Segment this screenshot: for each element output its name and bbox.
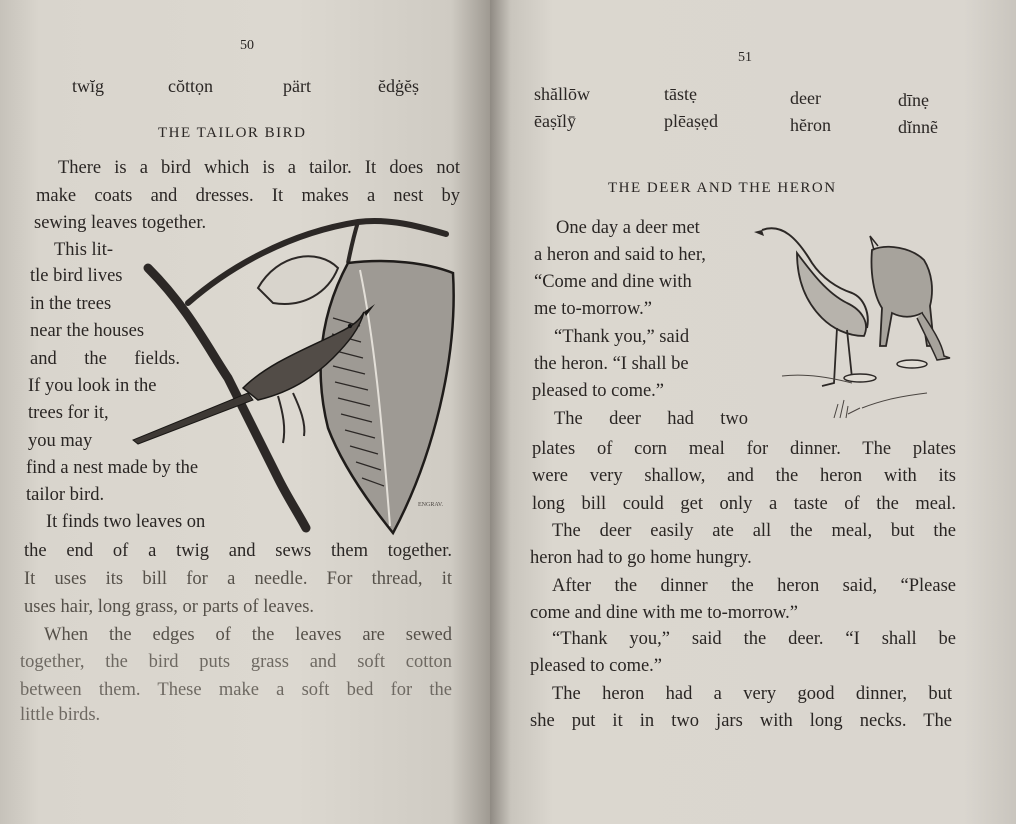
vocab-word: dīnẹ (898, 90, 929, 110)
page-number: 51 (738, 50, 752, 65)
text-line: little birds. (20, 705, 101, 725)
text-line: me to-morrow.” (534, 299, 652, 319)
text-line: and the fields. (30, 349, 180, 369)
text-line: were very shallow, and the heron with its (532, 466, 956, 486)
text-line: The heron had a very good dinner, but (552, 684, 952, 704)
text-line: After the dinner the heron said, “Please (552, 576, 956, 596)
text-line: pleased to come.” (530, 656, 663, 676)
page-number: 50 (240, 38, 254, 53)
svg-text:ENGRAV.: ENGRAV. (418, 502, 443, 508)
text-line: come and dine with me to-morrow.” (530, 603, 798, 623)
text-line: the heron. “I shall be (534, 354, 689, 374)
vocab-word: shăllōw (534, 84, 590, 104)
text-line: near the houses (30, 321, 145, 341)
text-line: a heron and said to her, (534, 245, 706, 265)
text-line: pleased to come.” (532, 381, 665, 401)
text-line: trees for it, (28, 403, 109, 423)
vocab-word: ĕdġĕṣ (378, 76, 419, 96)
text-line: find a nest made by the (26, 458, 199, 478)
text-line: you may (28, 431, 93, 451)
vocab-word: ēaṣĭlȳ (534, 111, 576, 131)
text-line: This lit- (54, 240, 114, 260)
text-line: uses hair, long grass, or parts of leaves. (24, 597, 315, 617)
right-page (490, 0, 1016, 824)
text-line: The deer easily ate all the meal, but the (552, 521, 956, 541)
deer-heron-illustration (752, 218, 960, 434)
vocab-word: plēaṣẹd (664, 111, 718, 131)
text-line: “Thank you,” said the deer. “I shall be (552, 629, 956, 649)
vocab-word: dĭnnẽ (898, 117, 938, 137)
text-line: together, the bird puts grass and soft cotton (20, 652, 452, 672)
tailor-bird-illustration (128, 208, 464, 543)
text-line: between them. These make a soft bed for the (20, 680, 452, 700)
text-line: plates of corn meal for dinner. The plates (532, 439, 956, 459)
text-line: One day a deer met (556, 218, 700, 238)
text-line: make coats and dresses. It makes a nest by (36, 186, 460, 206)
vocab-word: cŏttọn (168, 76, 213, 96)
vocab-word: pärt (283, 76, 311, 96)
vocab-word: hĕron (790, 115, 831, 135)
text-line: in the trees (30, 294, 112, 314)
vocab-word: twĭg (72, 76, 105, 96)
left-page (0, 0, 490, 824)
text-line: tailor bird. (26, 485, 105, 505)
text-line: If you look in the (28, 376, 157, 396)
vocab-word: deer (790, 88, 821, 108)
text-line: When the edges of the leaves are sewed (44, 625, 452, 645)
page-title: THE DEER AND THE HERON (608, 180, 837, 196)
text-line: The deer had two (554, 409, 748, 429)
text-line: long bill could get only a taste of the meal. (532, 494, 956, 514)
text-line: It finds two leaves on (46, 512, 206, 532)
text-line: tle bird lives (30, 266, 123, 286)
text-line: she put it in two jars with long necks. The (530, 711, 952, 731)
text-line: heron had to go home hungry. (530, 548, 752, 568)
text-line: It uses its bill for a needle. For thread, it (24, 569, 452, 589)
text-line: the end of a twig and sews them together. (24, 541, 452, 561)
text-line: sewing leaves together. (34, 213, 207, 233)
text-line: “Thank you,” said (554, 327, 690, 347)
text-line: “Come and dine with (534, 272, 692, 292)
page-title: THE TAILOR BIRD (158, 125, 307, 141)
vocab-word: tāstẹ (664, 84, 697, 104)
text-line: There is a bird which is a tailor. It does not (58, 158, 460, 178)
